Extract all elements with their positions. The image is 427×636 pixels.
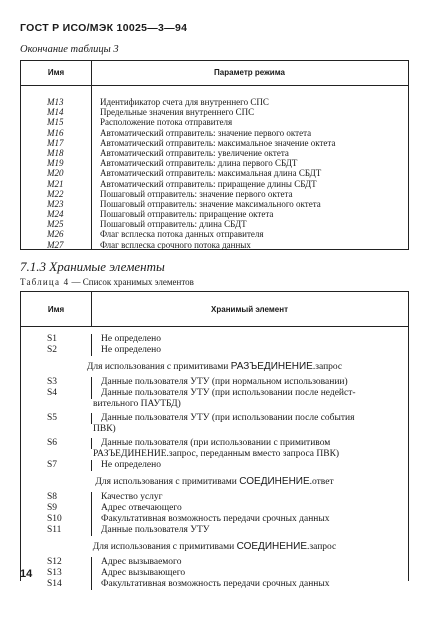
page-number: 14 <box>20 568 33 580</box>
row-code: M20 <box>47 168 64 179</box>
table-caption-title: — Список хранимых элементов <box>69 277 194 287</box>
row-text: Адрес отвечающего <box>101 503 182 513</box>
row-code: S13 <box>47 568 62 578</box>
row-text: Предельные значения внутреннего СПС <box>100 107 255 118</box>
row-text: Не определено <box>101 334 161 344</box>
row-text: Адрес вызывающего <box>101 568 186 578</box>
table-row <box>21 240 408 250</box>
group-heading-text: Для использования с примитивами <box>86 362 231 372</box>
group-heading-text: Для использования с примитивами <box>92 542 237 552</box>
table-3 <box>20 60 409 250</box>
table-row <box>21 492 408 503</box>
table-row <box>21 179 408 189</box>
group-heading-suffix: .запрос <box>312 362 343 372</box>
table-row <box>21 503 408 514</box>
row-text: Флаг всплеска срочного потока данных <box>100 239 251 250</box>
table-row <box>21 377 408 388</box>
row-code: M16 <box>47 127 64 138</box>
row-code: S3 <box>47 377 58 387</box>
row-code: S9 <box>47 503 58 513</box>
row-code: M25 <box>47 219 64 230</box>
row-text: Автоматический отправитель: максимальная длина СБДТ <box>100 168 322 179</box>
row-text: ПВК) <box>93 424 116 434</box>
column-header-name: Имя <box>47 68 65 77</box>
table-row <box>21 568 408 579</box>
row-code: S2 <box>47 345 58 355</box>
row-code: S1 <box>47 334 58 344</box>
table-row <box>21 579 408 590</box>
group-heading-suffix: .запрос <box>307 542 337 552</box>
group-heading-primitive: РАЗЪЕДИНЕНИЕ <box>230 361 313 372</box>
row-code: M22 <box>47 188 64 199</box>
row-text: Пошаговый отправитель: длина СБДТ <box>100 219 247 230</box>
row-code: M21 <box>47 178 64 189</box>
table-row <box>21 229 408 239</box>
table-row <box>21 158 408 168</box>
row-text: Данные пользователя УТУ (при нормальном использовании) <box>101 377 348 387</box>
document-header: ГОСТ Р ИСО/МЭК 10025—3—94 <box>20 22 188 34</box>
row-code: M13 <box>47 97 64 107</box>
row-text: Автоматический отправитель: длина первого СБДТ <box>100 158 298 169</box>
row-code: S6 <box>47 438 58 448</box>
row-text: Качество услуг <box>101 492 163 502</box>
table-4 <box>20 291 409 589</box>
group-heading-text: Для использования с примитивами <box>95 477 240 487</box>
table-header-rule <box>21 85 408 86</box>
row-code: M23 <box>47 198 64 209</box>
table-row-continuation <box>21 424 408 435</box>
row-text: Пошаговый отправитель: значение первого октета <box>100 188 293 199</box>
row-code: M17 <box>47 137 64 148</box>
group-heading <box>21 476 408 487</box>
row-text: Факультативная возможность передачи срочных данных <box>101 579 330 589</box>
table-row <box>21 334 408 345</box>
row-text: Данные пользователя УТУ (при использовании после недейст- <box>101 388 356 398</box>
row-text: вительного ПАУТБД) <box>93 399 181 409</box>
row-text: РАЗЪЕДИНЕНИЕ.запрос, переданным вместо запроса ПВК) <box>93 449 340 459</box>
group-heading <box>21 361 408 372</box>
row-code: S8 <box>47 492 58 502</box>
table-row <box>21 345 408 356</box>
row-text: Пошаговый отправитель: приращение октета <box>100 209 274 220</box>
group-heading-primitive: СОЕДИНЕНИЕ <box>239 476 310 487</box>
table-row <box>21 413 408 424</box>
table-row <box>21 117 408 127</box>
table-row-continuation <box>21 449 408 460</box>
table-row <box>21 199 408 209</box>
row-text: Данные пользователя УТУ (при использовании после события <box>101 413 355 423</box>
table-body <box>21 97 408 250</box>
row-text: Расположение потока отправителя <box>100 117 233 128</box>
table-row <box>21 460 408 471</box>
row-code: M27 <box>47 239 64 250</box>
row-text: Пошаговый отправитель: значение максимального октета <box>100 198 321 209</box>
group-heading-suffix: .ответ <box>309 477 334 487</box>
row-code: S14 <box>47 579 62 589</box>
table-caption-label: Таблица 4 <box>20 277 70 287</box>
section-title: 7.1.3 Хранимые элементы <box>20 259 165 274</box>
row-text: Данные пользователя УТУ <box>101 525 210 535</box>
row-text: Автоматический отправитель: приращение длины СБДТ <box>100 178 317 189</box>
table-row <box>21 168 408 178</box>
row-text: Автоматический отправитель: увеличение октета <box>100 147 289 158</box>
table-row <box>21 97 408 107</box>
row-code: S7 <box>47 460 58 470</box>
row-code: M19 <box>47 158 64 169</box>
table-row <box>21 557 408 568</box>
row-code: M24 <box>47 209 64 220</box>
row-code: M26 <box>47 229 64 240</box>
row-text: Не определено <box>101 460 161 470</box>
table-row <box>21 219 408 229</box>
row-code: S5 <box>47 413 58 423</box>
table-row <box>21 148 408 158</box>
row-text: Идентификатор счета для внутреннего СПС <box>100 97 269 107</box>
row-text: Данные пользователя (при использовании с примитивом <box>101 438 331 448</box>
table-row <box>21 388 408 399</box>
table-header-rule <box>21 326 408 327</box>
table-caption <box>20 277 194 287</box>
group-heading-primitive: СОЕДИНЕНИЕ <box>236 541 307 552</box>
row-code: S11 <box>47 525 62 535</box>
column-header-stored-element: Хранимый элемент <box>211 305 288 314</box>
table-row <box>21 525 408 536</box>
table-row <box>21 138 408 148</box>
row-text: Факультативная возможность передачи срочных данных <box>101 514 330 524</box>
column-header-name: Имя <box>47 305 65 314</box>
group-heading <box>21 541 408 552</box>
row-code: M14 <box>47 107 64 118</box>
table-continuation-label: Окончание таблицы 3 <box>20 44 119 55</box>
table-row-continuation <box>21 399 408 410</box>
table-row <box>21 128 408 138</box>
table-row <box>21 514 408 525</box>
row-code: M15 <box>47 117 64 128</box>
row-code: S12 <box>47 557 62 567</box>
row-code: M18 <box>47 147 64 158</box>
column-header-parameter: Параметр режима <box>214 68 285 77</box>
table-row <box>21 107 408 117</box>
row-code: S10 <box>47 514 62 524</box>
row-text: Автоматический отправитель: максимальное значение октета <box>100 137 336 148</box>
row-code: S4 <box>47 388 58 398</box>
table-row <box>21 209 408 219</box>
row-text: Не определено <box>101 345 161 355</box>
row-text: Флаг всплеска потока данных отправителя <box>100 229 264 240</box>
table-row <box>21 438 408 449</box>
row-text: Адрес вызываемого <box>101 557 182 567</box>
table-row <box>21 189 408 199</box>
row-text: Автоматический отправитель: значение первого октета <box>100 127 312 138</box>
